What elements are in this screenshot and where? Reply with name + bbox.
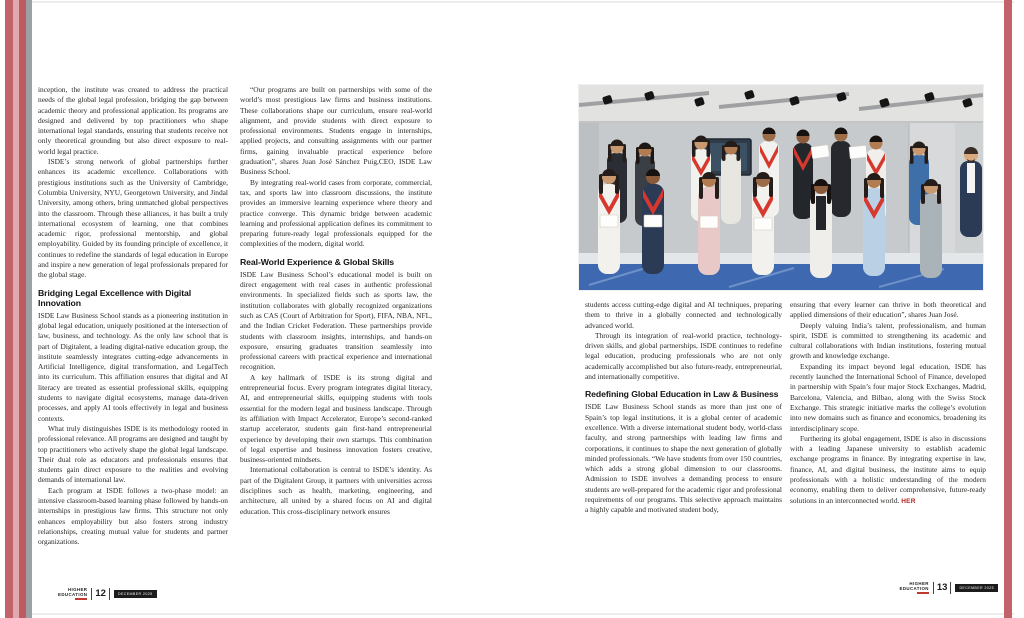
magazine-logo — [899, 582, 928, 593]
page-number: 12 — [91, 588, 110, 600]
left-edge-stripe-red2 — [19, 0, 26, 618]
left-column-2 — [240, 85, 432, 557]
paragraph: Each program at ISDE follows a two-phase model: an intensive classroom-based learning phase followed by hands-on internships in prestigious law firms. This structure not only enhances employability but also fosters strong industry relationships, creating mutual value for students and partner organizations. — [38, 485, 228, 547]
right-edge-stripe-red — [1004, 0, 1012, 618]
graduation-group-photo — [578, 84, 984, 291]
page-edge-top — [8, 1, 1014, 3]
paragraph: students access cutting-edge digital and AI techniques, preparing them to thrive in a globally connected and technologically advanced world. — [585, 300, 782, 330]
paragraph: ISDE Law Business School stands as more than just one of Spain’s top legal institutions, it is a global center of academic excellence. With a diverse international student body, world-class faculty, and strong partnerships with leading law firms and corporations, it continues to shape the next generation of globally minded professionals. “We have students from over 150 countries, which adds a strong global dimension to our classrooms. Admission to ISDE involves a demanding process to ensure students are well-prepared for the academic rigor and professional requirements of our programs. This selective approach maintains a highly capable and motivated student body, — [585, 402, 782, 515]
paragraph: A key hallmark of ISDE is its strong digital and entrepreneurial focus. Every program integrates digital literacy, AI, and entrepreneurial skills, equipping students with tools essential for the modern legal and business landscape. Through its affiliation with Impact Accelerator, Europe’s second-ranked startup accelerator, students gain first-hand entrepreneurial experience by developing their own startups. This combination of legal expertise and business innovation fosters creative, business-oriented mindsets. — [240, 372, 432, 465]
page-number: 13 — [933, 582, 952, 594]
magazine-logo — [58, 588, 87, 599]
paragraph: Expanding its impact beyond legal education, ISDE has recently launched the International School of Finance, developed in partnership with Spain’s four major Stock Exchanges, Madrid, Barcelona, Valencia, and Bilbao, along with the Swiss Stock Exchange. This strategic initiative marks the college’s evolution into new domains such as finance and economics, broadening its interdisciplinary scope. — [790, 361, 986, 433]
photo-ceiling — [579, 85, 983, 123]
logo-underline — [75, 598, 87, 600]
section-heading-global-skills: Real-World Experience & Global Skills — [240, 256, 395, 267]
issue-date-badge: DECEMBER 2025 — [114, 590, 157, 598]
paragraph: International collaboration is central to ISDE’s identity. As part of the Digitalent Group, it partners with universities across disciplines such as health, marketing, engineering, and architecture, all united by a shared focus on AI and digital education. This cross-disciplinary network ensures — [240, 465, 432, 516]
page-edge-bottom — [8, 613, 1014, 615]
logo-line2: EDUCATION — [899, 586, 929, 591]
paragraph: ISDE’s strong network of global partnerships further enhances its academic excellence. Collaborations with prestigious institutions such as the University of Cambridge, Columbia University, NYU, Georgetown University, and Jindal University, among others, bring unmatched global perspectives into the classroom. Through these alliances, it has built a truly international ecosystem of learning, one that combines academic rigor, professional mentorship, and global employability. Guided by its founding principle of excellence, it continues to redefine the standards of legal education in Europe and inspire a new generation of legal professionals prepared for the global stage. — [38, 157, 228, 280]
paragraph: ensuring that every learner can thrive in both theoretical and applied dimensions of their education”, shares Juan José. — [790, 300, 986, 320]
paragraph: inception, the institute was created to address the practical needs of the global legal profession, bridging the gap between academic theory and professional application. Its programs are designed and delivered by top practitioners who shape international legal standards, ensuring that students receive not only theoretical grounding but also direct exposure to real-world legal practice. — [38, 85, 228, 156]
left-edge-stripe-red — [5, 0, 13, 618]
left-page-footer — [58, 586, 157, 602]
logo-line1: HIGHER — [67, 587, 88, 593]
paragraph: ISDE Law Business School’s educational model is built on direct engagement with real cases in authentic professional environments. In specialized fields such as sports law, the institution collaborates with globally recognized organizations such as CAS (Court of Arbitration for Sport), FIFA, NBA, NFL, and the Indian Cricket Federation. These partnerships provide students with classroom insights, internships, and hands-on exposure, ensuring graduates transition seamlessly into professional careers with practical experience and international recognition. — [240, 269, 432, 372]
paragraph: ISDE Law Business School stands as a pioneering institution in global legal education, uniquely positioned at the intersection of law, business, and technology. As the only law school that is part of Digitalent, a leading digital-native education group, the institute seamlessly integrates cutting-edge advancements in Artificial Intelligence, digital transformation, and LegalTech into its curriculum. This affiliation ensures that digital and AI literacy are treated as essential professional skills, equipping students to navigate digital ecosystems, manage data-driven processes, and apply AI tools effectively in legal and business contexts. — [38, 310, 228, 423]
paragraph: What truly distinguishes ISDE is its methodology rooted in professional relevance. All programs are designed and taught by top practitioners who actively shape the global legal landscape. Their dual role as educators and professionals ensures that students gain direct exposure to the realities and evolving demands of international law. — [38, 423, 228, 485]
section-heading-global-education: Redefining Global Education in Law & Business — [585, 389, 779, 400]
right-page-footer — [899, 580, 998, 596]
left-edge-stripe-gray — [26, 0, 32, 618]
paragraph: By integrating real-world cases from corporate, commercial, tax, and sports law into classroom discussions, the institute provides an immersive learning experience where theory and practice converge. This dynamic bridge between academic learning and professional application defines its commitment to preparing future-ready legal professionals equipped for the complexities of the modern, digital world. — [240, 177, 432, 249]
article-end-mark: HER — [901, 497, 916, 505]
paragraph: Through its integration of real-world practice, technology-driven skills, and global partnerships, ISDE continues to redefine legal education, producing professionals who are not only academically accomplished but also future-ready, entrepreneurial, and internationally competitive. — [585, 330, 782, 382]
paragraph: Furthering its global engagement, ISDE is also in discussions with a leading Japanese university to establish academic exchange programs in finance. By integrating expertise in law, finance, AI, and digital business, the institute aims to equip professionals with a holistic understanding of the modern economy, enabling them to deliver comprehensive, future-ready solutions in an interconnected world. HER — [790, 433, 986, 505]
logo-line1: HIGHER — [909, 581, 929, 587]
paragraph: “Our programs are built on partnerships with some of the world’s most prestigious law firms and business institutions. These collaborations shape our curriculum, ensure real-world alignment, and provide students with direct exposure to professional environments. Students engage in internships, applied projects, and consulting assignments with our partner firms, gaining invaluable practical experience before graduation”, shares Juan José Sánchez Puig,CEO, ISDE Law Business School. — [240, 85, 432, 177]
left-column-1 — [38, 85, 228, 557]
logo-line2: EDUCATION — [58, 592, 88, 597]
logo-underline — [917, 592, 929, 594]
right-column-1 — [585, 300, 782, 578]
section-heading-digital-innovation: Bridging Legal Excellence with Digital Innovation — [38, 287, 192, 308]
paragraph: Deeply valuing India’s talent, professionalism, and human spirit, ISDE is committed to strengthening its academic and cultural collaborations with Indian institutions, fostering mutual growth and knowledge exchange. — [790, 320, 986, 361]
issue-date-badge: DECEMBER 2025 — [955, 584, 998, 592]
right-column-2 — [790, 300, 986, 578]
